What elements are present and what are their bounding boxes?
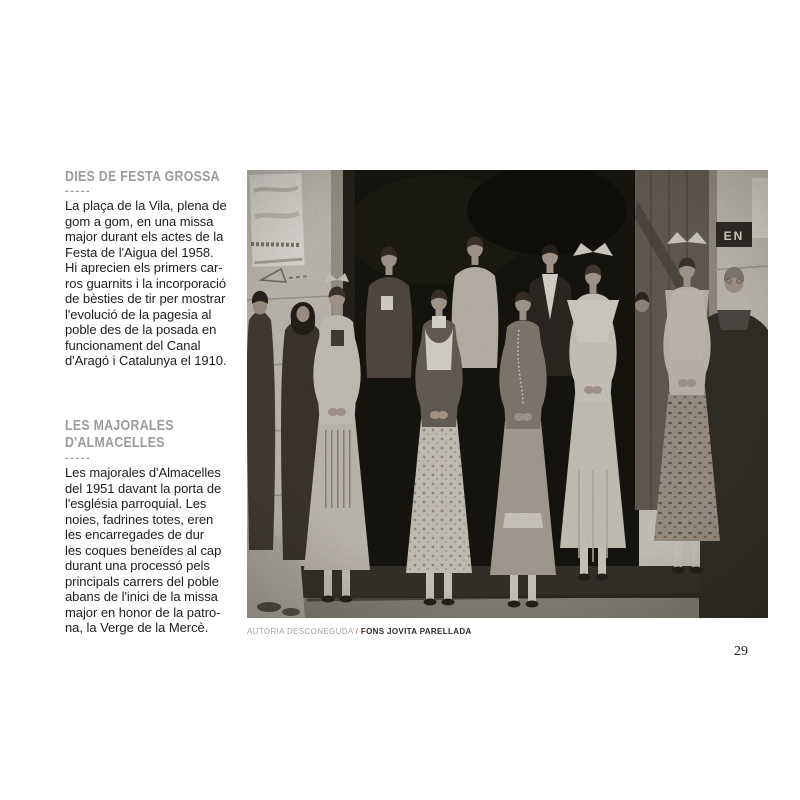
section-2-heading: LES MAJORALES D'ALMACELLES xyxy=(65,417,174,451)
caption-collection: FONS JOVITA PARELLADA xyxy=(360,627,472,636)
section-1-divider: ----- xyxy=(65,185,92,197)
photo-illustration xyxy=(247,170,768,618)
section-2-paragraph: Les majorales d'Almacelles del 1951 davant la porta de l'església parroquial. Les noies, fadrines totes, eren les encarregades de dur les coques beneïdes al cap durant una processó pels principals carrers del poble abans de l'inici de la missa major en honor de la patro- na, la Verge de la Mercè. xyxy=(65,465,222,635)
photo-vignette xyxy=(247,170,768,618)
section-1-heading: DIES DE FESTA GROSSA xyxy=(65,168,220,185)
photo-majorales xyxy=(247,170,768,618)
caption-separator: / xyxy=(355,627,359,636)
page-number: 29 xyxy=(734,644,748,659)
section-1-paragraph: La plaça de la Vila, plena de gom a gom, en una missa major durant els actes de la Festa de l'Aigua del 1958. Hi aprecien els primers car- ros guarnits i la incorporació de bèsties de tir per mostrar l'evolució de la pagesia al poble des de la posada en funcionament del Canal d'Aragó i Catalunya el 1910. xyxy=(65,198,227,368)
photo-caption xyxy=(247,627,768,636)
section-2-divider: ----- xyxy=(65,452,92,464)
caption-author: AUTORIA DESCONEGUDA xyxy=(247,627,354,636)
